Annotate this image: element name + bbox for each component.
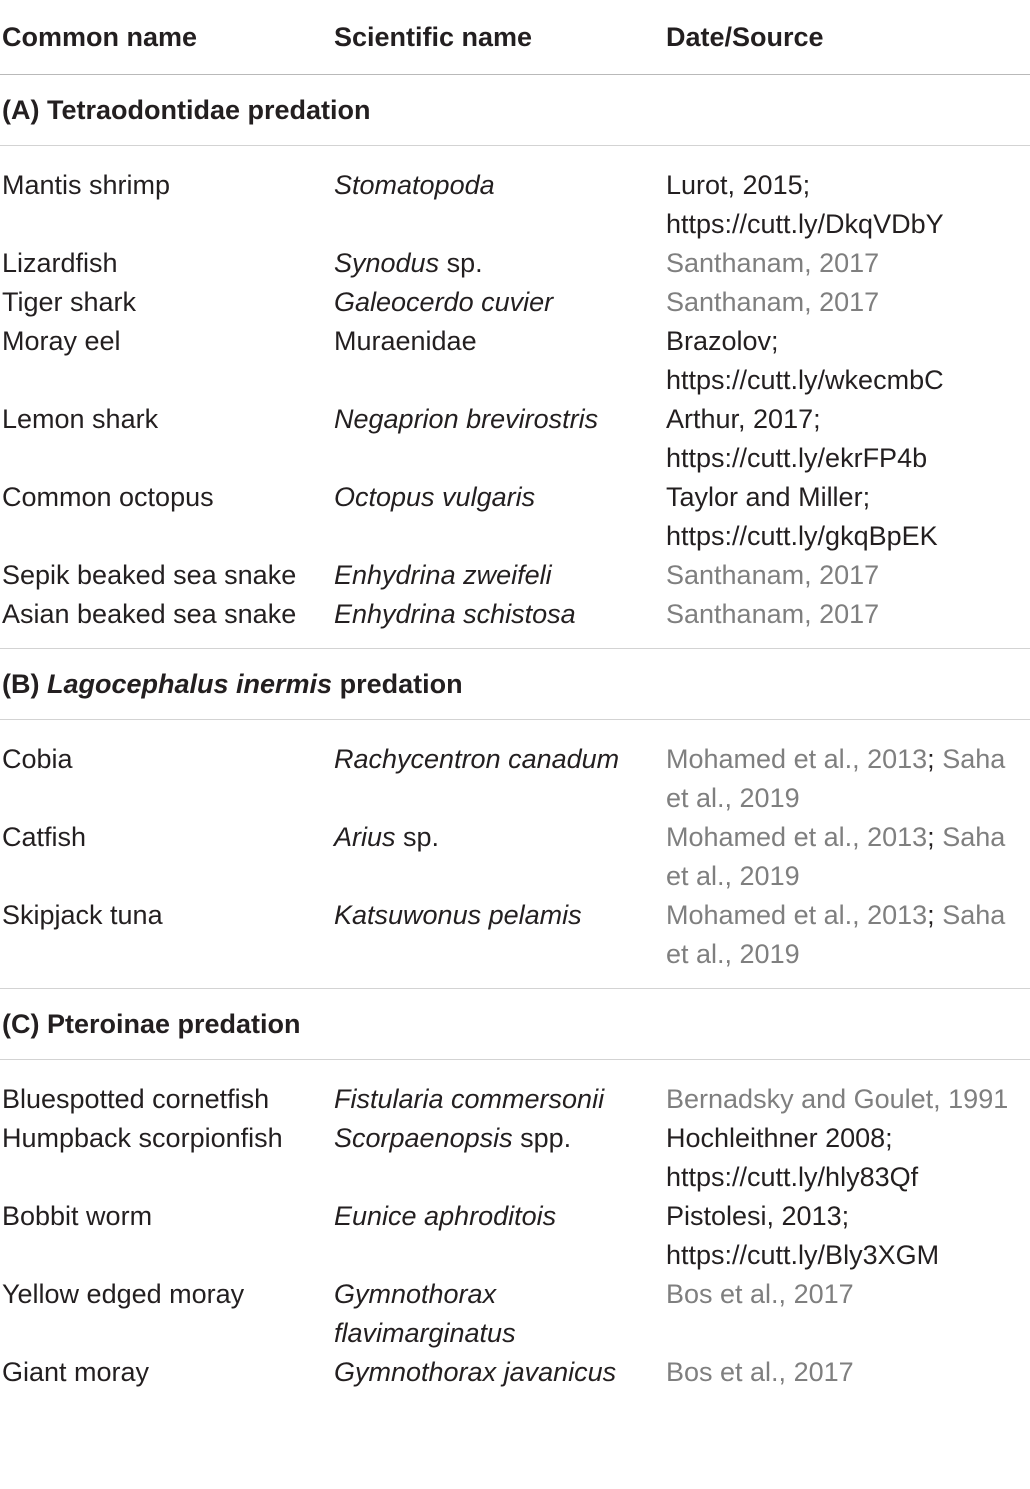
source bbox=[664, 1119, 1030, 1197]
source-link[interactable]: https://cutt.ly/wkecmbC bbox=[666, 365, 944, 395]
scientific-name: Muraenidae bbox=[334, 326, 477, 356]
common-name: Giant moray bbox=[2, 1357, 150, 1387]
table-row bbox=[0, 146, 1030, 245]
common-name: Skipjack tuna bbox=[2, 900, 163, 930]
scientific-name bbox=[332, 818, 664, 896]
source bbox=[664, 720, 1030, 819]
table-row bbox=[0, 478, 1030, 556]
header-date-source: Date/Source bbox=[664, 0, 1030, 75]
source bbox=[664, 400, 1030, 478]
section-label bbox=[0, 649, 1030, 720]
header-common-name: Common name bbox=[0, 0, 332, 75]
common-name: Lizardfish bbox=[2, 248, 118, 278]
source-ref[interactable]: Bos et al., 2017 bbox=[666, 1357, 854, 1387]
species-suffix: sp. bbox=[439, 248, 483, 278]
table-row bbox=[0, 322, 1030, 400]
source-ref[interactable]: Santhanam, 2017 bbox=[666, 560, 880, 590]
scientific-name: Stomatopoda bbox=[334, 170, 495, 200]
genus: Scorpaenopsis bbox=[334, 1123, 513, 1153]
source-separator: ; bbox=[927, 900, 943, 930]
source-citation: Hochleithner 2008; bbox=[666, 1123, 893, 1153]
scientific-name: Eunice aphroditois bbox=[334, 1201, 557, 1231]
source-citation: Pistolesi, 2013; bbox=[666, 1201, 850, 1231]
source-link[interactable]: https://cutt.ly/ekrFP4b bbox=[666, 443, 928, 473]
common-name: Bobbit worm bbox=[2, 1201, 153, 1231]
source bbox=[664, 1197, 1030, 1275]
source bbox=[664, 322, 1030, 400]
genus: Gymnothorax bbox=[334, 1279, 497, 1309]
section-label-prefix: (B) bbox=[2, 668, 47, 699]
source-citation: Brazolov; bbox=[666, 326, 779, 356]
source bbox=[664, 896, 1030, 989]
source-link[interactable]: https://cutt.ly/DkqVDbY bbox=[666, 209, 944, 239]
table-row bbox=[0, 720, 1030, 819]
genus: Arius bbox=[334, 822, 396, 852]
source-ref-cont[interactable]: et al., 2019 bbox=[666, 861, 800, 891]
species-suffix: spp. bbox=[512, 1123, 572, 1153]
section-label: (C) Pteroinae predation bbox=[0, 989, 1030, 1060]
source-link[interactable]: https://cutt.ly/gkqBpEK bbox=[666, 521, 938, 551]
species-suffix: sp. bbox=[395, 822, 440, 852]
genus: Synodus bbox=[334, 248, 440, 278]
source-link[interactable]: https://cutt.ly/hly83Qf bbox=[666, 1162, 919, 1192]
table-row bbox=[0, 818, 1030, 896]
source-ref-cont[interactable]: et al., 2019 bbox=[666, 939, 800, 969]
scientific-name: Gymnothorax javanicus bbox=[334, 1357, 617, 1387]
scientific-name: Fistularia commersonii bbox=[334, 1084, 605, 1114]
source-ref[interactable]: Saha bbox=[942, 900, 1006, 930]
source-ref[interactable]: Bernadsky and Goulet, 1991 bbox=[666, 1084, 1009, 1114]
source-ref[interactable]: Bos et al., 2017 bbox=[666, 1279, 854, 1309]
scientific-name: Katsuwonus pelamis bbox=[334, 900, 582, 930]
section-label-species: Lagocephalus inermis bbox=[46, 668, 333, 699]
source-link[interactable]: https://cutt.ly/Bly3XGM bbox=[666, 1240, 940, 1270]
source-ref[interactable]: Santhanam, 2017 bbox=[666, 287, 880, 317]
source-ref[interactable]: Mohamed et al., 2013 bbox=[666, 822, 928, 852]
section-c-heading bbox=[0, 989, 1030, 1060]
scientific-name: Octopus vulgaris bbox=[334, 482, 536, 512]
scientific-name: Rachycentron canadum bbox=[334, 744, 620, 774]
common-name: Catfish bbox=[2, 822, 87, 852]
table-row bbox=[0, 1353, 1030, 1392]
source-ref-cont[interactable]: et al., 2019 bbox=[666, 783, 800, 813]
source-citation: Taylor and Miller; bbox=[666, 482, 871, 512]
source-separator: ; bbox=[927, 822, 943, 852]
common-name: Cobia bbox=[2, 744, 73, 774]
section-label-suffix: predation bbox=[332, 668, 463, 699]
section-a-heading bbox=[0, 75, 1030, 146]
common-name: Sepik beaked sea snake bbox=[2, 560, 297, 590]
source-ref[interactable]: Santhanam, 2017 bbox=[666, 599, 880, 629]
scientific-name: Negaprion brevirostris bbox=[334, 404, 599, 434]
source-ref[interactable]: Santhanam, 2017 bbox=[666, 248, 880, 278]
section-label: (A) Tetraodontidae predation bbox=[0, 75, 1030, 146]
section-b-heading bbox=[0, 649, 1030, 720]
source-citation: Arthur, 2017; bbox=[666, 404, 821, 434]
scientific-name bbox=[332, 244, 664, 283]
common-name: Mantis shrimp bbox=[2, 170, 171, 200]
table-row bbox=[0, 1197, 1030, 1275]
scientific-name: Galeocerdo cuvier bbox=[334, 287, 554, 317]
table-row bbox=[0, 1060, 1030, 1120]
source-separator: ; bbox=[927, 744, 943, 774]
common-name: Moray eel bbox=[2, 326, 121, 356]
table-row bbox=[0, 595, 1030, 649]
common-name: Bluespotted cornetfish bbox=[2, 1084, 270, 1114]
common-name: Lemon shark bbox=[2, 404, 159, 434]
table-row bbox=[0, 1275, 1030, 1353]
scientific-name: Enhydrina zweifeli bbox=[334, 560, 552, 590]
source bbox=[664, 146, 1030, 245]
table-row bbox=[0, 1119, 1030, 1197]
source bbox=[664, 478, 1030, 556]
table-row bbox=[0, 556, 1030, 595]
source bbox=[664, 818, 1030, 896]
scientific-name: Enhydrina schistosa bbox=[334, 599, 576, 629]
common-name: Common octopus bbox=[2, 482, 214, 512]
source-ref[interactable]: Mohamed et al., 2013 bbox=[666, 744, 928, 774]
header-row bbox=[0, 0, 1030, 75]
source-citation: Lurot, 2015; bbox=[666, 170, 811, 200]
species: flavimarginatus bbox=[334, 1318, 516, 1348]
scientific-name bbox=[332, 1275, 664, 1353]
table-row bbox=[0, 283, 1030, 322]
common-name: Tiger shark bbox=[2, 287, 137, 317]
source-ref[interactable]: Saha bbox=[942, 822, 1006, 852]
header-scientific-name: Scientific name bbox=[332, 0, 664, 75]
common-name: Asian beaked sea snake bbox=[2, 599, 297, 629]
table-row bbox=[0, 400, 1030, 478]
source-ref[interactable]: Saha bbox=[942, 744, 1006, 774]
table-row bbox=[0, 896, 1030, 989]
common-name: Humpback scorpionfish bbox=[2, 1123, 283, 1153]
source-ref[interactable]: Mohamed et al., 2013 bbox=[666, 900, 928, 930]
table-row bbox=[0, 244, 1030, 283]
scientific-name bbox=[332, 1119, 664, 1197]
common-name: Yellow edged moray bbox=[2, 1279, 245, 1309]
